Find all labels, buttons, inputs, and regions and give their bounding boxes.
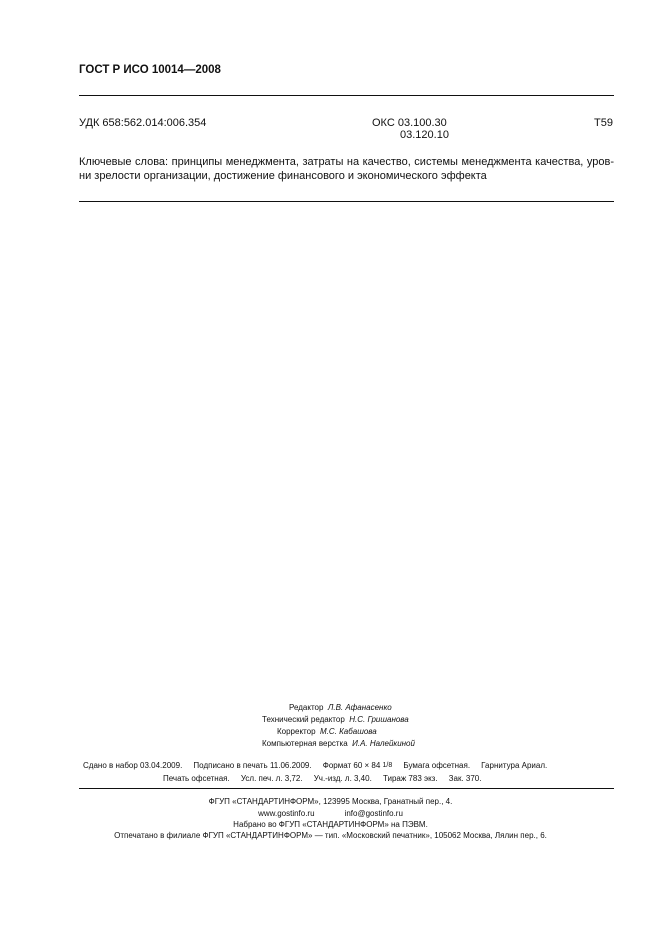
staff-name: М.С. Кабашова	[319, 727, 377, 736]
top-divider	[79, 95, 614, 96]
imprint-format: Формат 60 × 84	[322, 761, 381, 771]
printing-note: Отпечатано в филиале ФГУП «СТАНДАРТИНФОРМ» — тип. «Московский печатник», 105062 Москва, Лялин пер., 6.	[114, 831, 547, 840]
imprint-line-2	[163, 773, 481, 785]
staff-role: Технический редактор	[262, 715, 345, 724]
keywords-divider	[79, 201, 614, 202]
category-code: Т59	[594, 117, 613, 129]
staff-name: Л.В. Афанасенко	[327, 703, 392, 712]
imprint-typeset-date: Сдано в набор 03.04.2009.	[83, 761, 183, 771]
publisher-email-link[interactable]: info@gostinfo.ru	[344, 809, 403, 818]
imprint-paper: Бумага офсетная.	[403, 761, 471, 771]
imprint-format-fraction: 1/8	[382, 762, 393, 769]
staff-role: Корректор	[277, 727, 316, 736]
staff-tech-editor	[262, 714, 409, 726]
imprint-pub-sheets: Уч.-изд. л. 3,40.	[313, 774, 372, 783]
imprint-line-1	[83, 760, 547, 772]
staff-layout	[262, 738, 415, 750]
staff-role: Редактор	[289, 703, 324, 712]
imprint-print-type: Печать офсетная.	[163, 774, 230, 783]
publisher-website-link[interactable]: www.gostinfo.ru	[258, 809, 315, 818]
staff-editor	[289, 702, 392, 714]
imprint-order: Зак. 370.	[448, 774, 482, 783]
typeset-note: Набрано во ФГУП «СТАНДАРТИНФОРМ» на ПЭВМ.	[233, 820, 428, 829]
imprint-divider	[79, 788, 614, 789]
oks-code-1: ОКС 03.100.30	[372, 117, 447, 129]
imprint-font: Гарнитура Ариал.	[481, 761, 548, 771]
staff-name: Н.С. Гришанова	[349, 715, 409, 724]
keywords-line-2: ни зрелости организации, достижение финансового и экономического эффекта	[79, 170, 487, 182]
staff-corrector	[277, 726, 377, 738]
staff-role: Компьютерная верстка	[262, 739, 348, 748]
staff-name: И.А. Налейкиной	[352, 739, 415, 748]
imprint-sign-date: Подписано в печать 11.06.2009.	[193, 761, 312, 771]
imprint-run: Тираж 783 экз.	[382, 774, 438, 783]
oks-code-2: 03.120.10	[400, 129, 449, 141]
keywords-paragraph	[79, 155, 614, 183]
keywords-line-1: Ключевые слова: принципы менеджмента, затраты на качество, системы менеджмента качества, уров-	[79, 156, 614, 168]
imprint-print-sheets: Усл. печ. л. 3,72.	[240, 774, 303, 783]
standard-number: ГОСТ Р ИСО 10014—2008	[79, 64, 221, 76]
udc-code: УДК 658:562.014:006.354	[79, 117, 207, 129]
publisher-address: ФГУП «СТАНДАРТИНФОРМ», 123995 Москва, Гранатный пер., 4.	[208, 797, 453, 806]
